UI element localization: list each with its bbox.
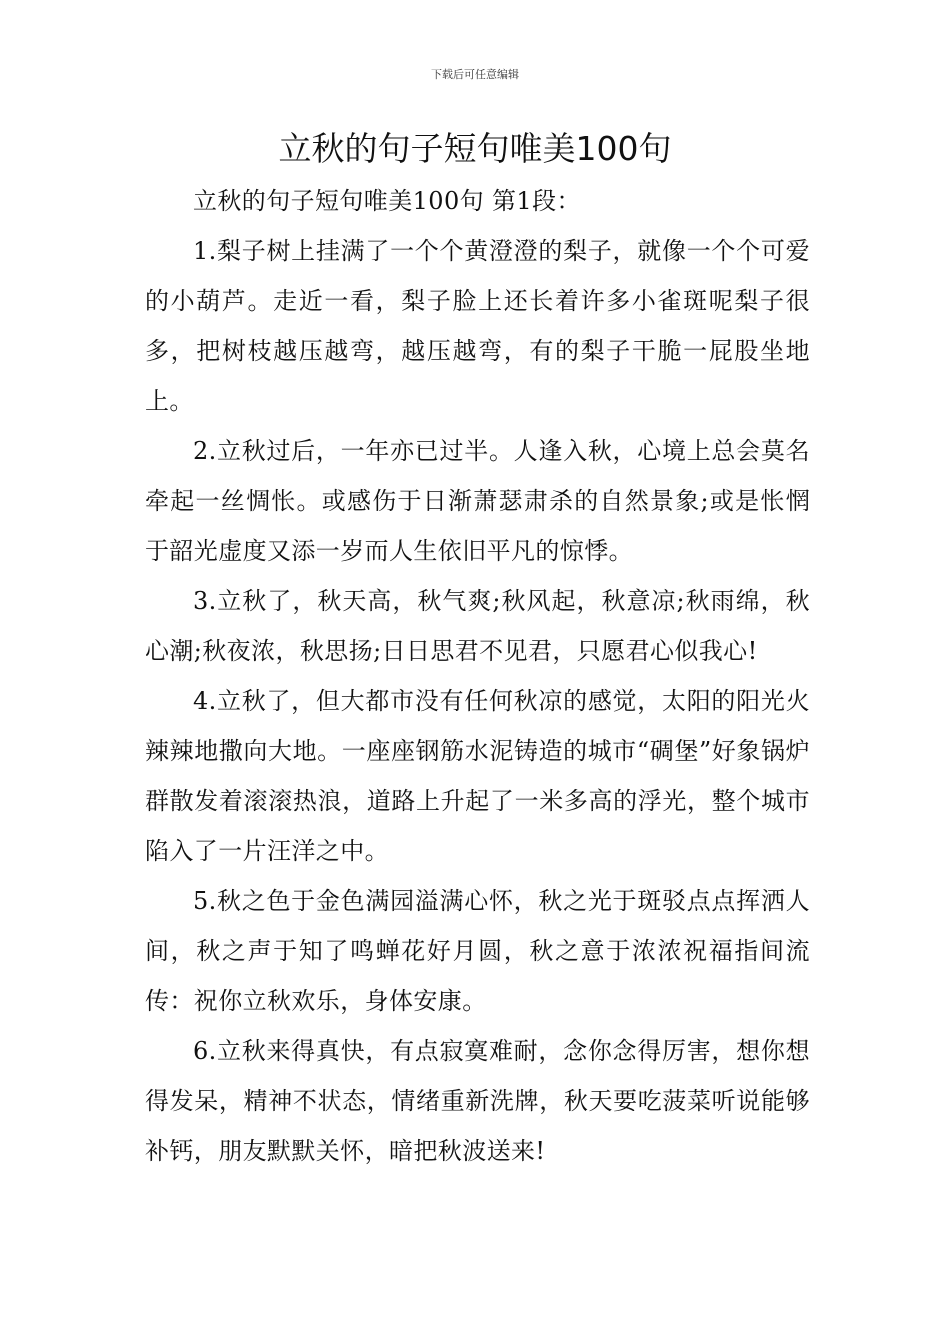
header-note: 下载后可任意编辑: [431, 68, 519, 81]
paragraph-4: 4.立秋了，但大都市没有任何秋凉的感觉，太阳的阳光火辣辣地撒向大地。一座座钢筋水泥铸造的城市“碉堡”好象锅炉群散发着滚滚热浪，道路上升起了一米多高的浮光，整个城市陷入了一片汪洋之中。: [145, 687, 810, 865]
paragraph-2: 2.立秋过后，一年亦已过半。人逢入秋，心境上总会莫名牵起一丝惆怅。或感伤于日渐萧瑟肃杀的自然景象;或是怅惘于韶光虚度又添一岁而人生依旧平凡的惊悸。: [145, 437, 810, 565]
paragraph-1: 1.梨子树上挂满了一个个黄澄澄的梨子，就像一个个可爱的小葫芦。走近一看，梨子脸上还长着许多小雀斑呢梨子很多，把树枝越压越弯，越压越弯，有的梨子干脆一屁股坐地上。: [145, 237, 810, 415]
paragraph-3: 3.立秋了，秋天高，秋气爽;秋风起，秋意凉;秋雨绵，秋心潮;秋夜浓，秋思扬;日日思君不见君，只愿君心似我心!: [145, 587, 810, 665]
document-body: [145, 176, 810, 1176]
section-heading: 立秋的句子短句唯美100句 第1段：: [193, 187, 581, 215]
document-title: 立秋的句子短句唯美100句: [278, 129, 672, 168]
paragraph-5: 5.秋之色于金色满园溢满心怀，秋之光于斑驳点点挥洒人间，秋之声于知了鸣蝉花好月圆，秋之意于浓浓祝福指间流传：祝你立秋欢乐，身体安康。: [145, 887, 810, 1015]
paragraph-6: 6.立秋来得真快，有点寂寞难耐，念你念得厉害，想你想得发呆，精神不状态，情绪重新洗牌，秋天要吃菠菜听说能够补钙，朋友默默关怀，暗把秋波送来!: [145, 1037, 810, 1165]
